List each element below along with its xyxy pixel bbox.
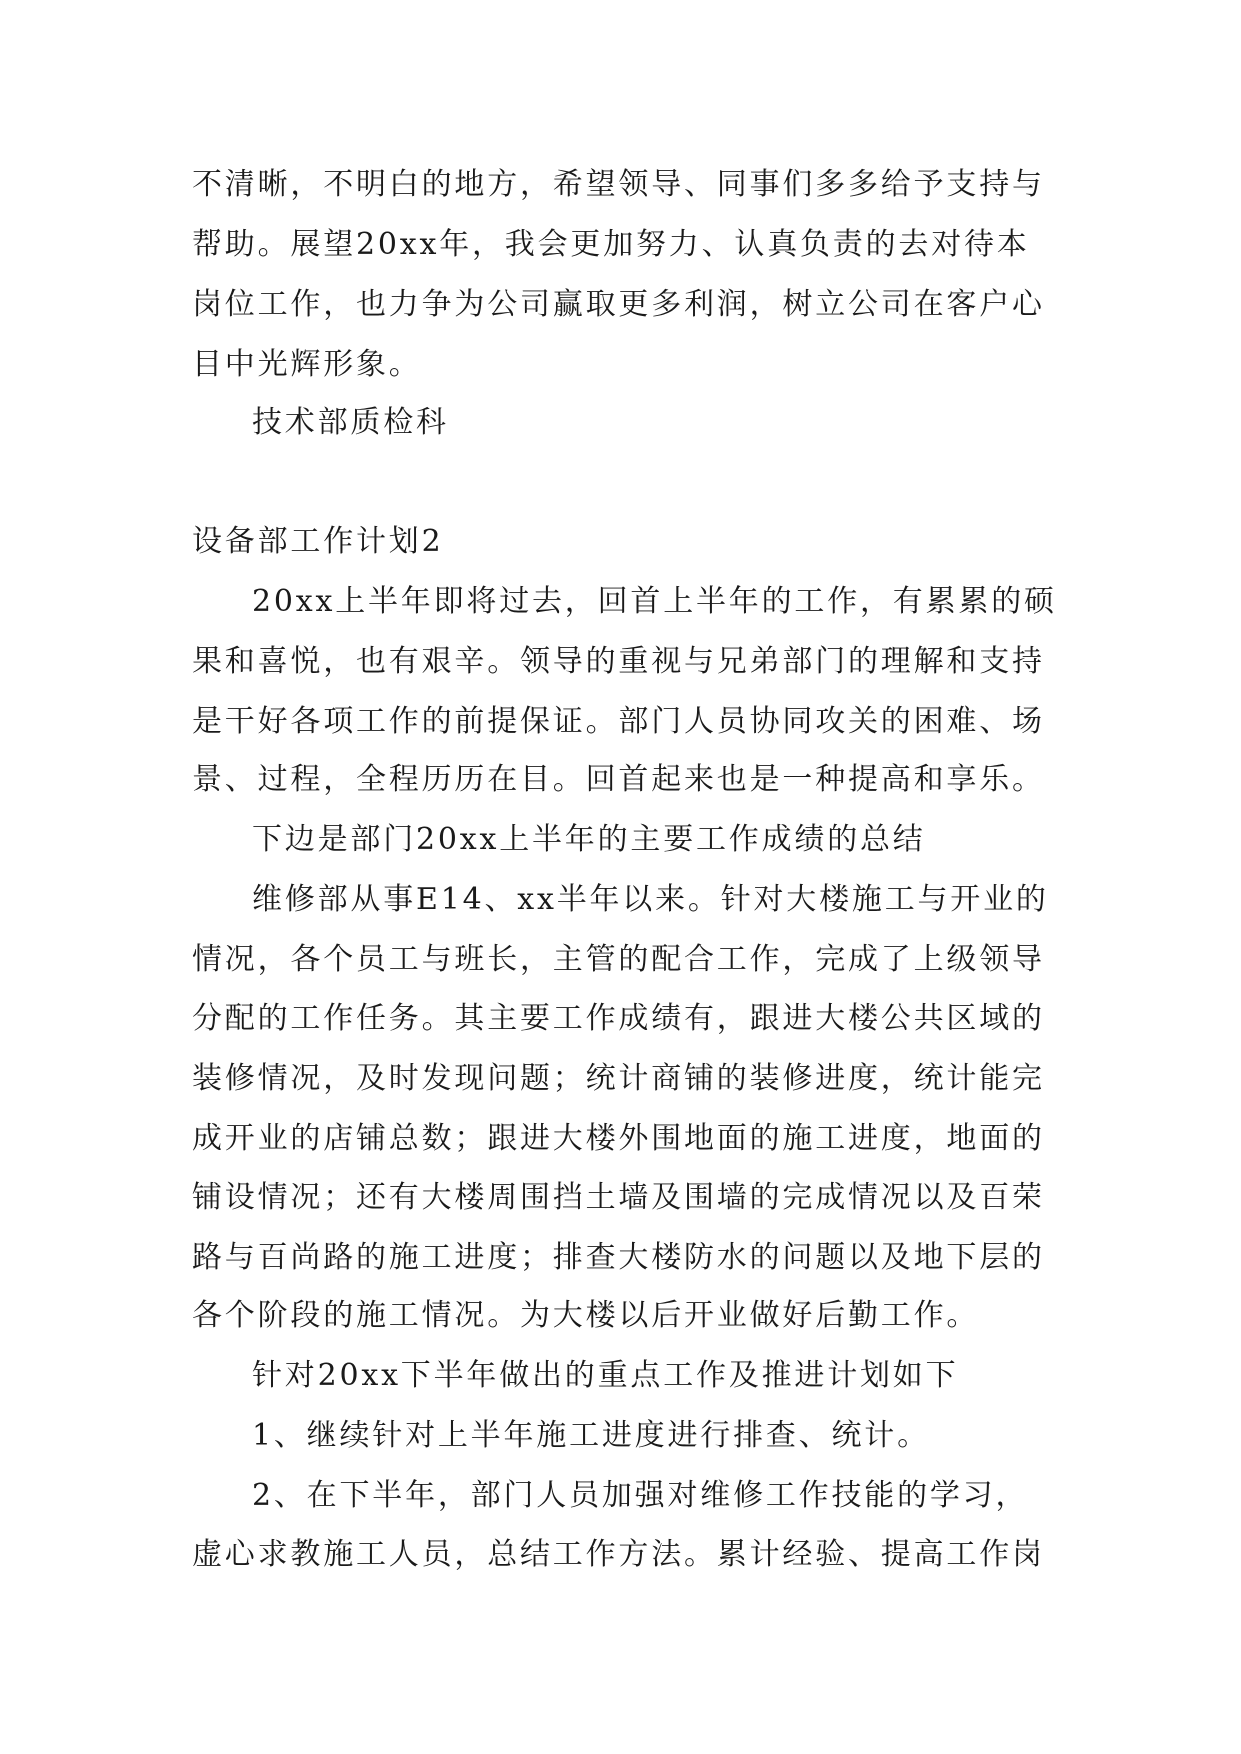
department-signature: 技术部质检科 xyxy=(252,405,449,440)
text-line-16: 成开业的店铺总数；跟进大楼外围地面的施工进度，地面的 xyxy=(192,1121,1045,1156)
section-heading: 设备部工作计划2 xyxy=(192,524,444,559)
text-line-3: 岗位工作，也力争为公司赢取更多利润，树立公司在客户心 xyxy=(192,287,1045,322)
text-line-23: 虚心求教施工人员，总结工作方法。累计经验、提高工作岗 xyxy=(192,1537,1045,1572)
text-line-19: 各个阶段的施工情况。为大楼以后开业做好后勤工作。 xyxy=(192,1298,980,1333)
list-item-2: 2、在下半年，部门人员加强对维修工作技能的学习， xyxy=(252,1478,1029,1513)
text-line-8: 果和喜悦，也有艰辛。领导的重视与兄弟部门的理解和支持 xyxy=(192,644,1045,679)
text-line-4: 目中光辉形象。 xyxy=(192,347,422,382)
text-line-14: 分配的工作任务。其主要工作成绩有，跟进大楼公共区域的 xyxy=(192,1001,1045,1036)
text-line-1: 不清晰，不明白的地方，希望领导、同事们多多给予支持与 xyxy=(192,167,1045,202)
list-item-1: 1、继续针对上半年施工进度进行排查、统计。 xyxy=(252,1418,930,1453)
text-line-9: 是干好各项工作的前提保证。部门人员协同攻关的困难、场 xyxy=(192,704,1045,739)
text-line-18: 路与百尚路的施工进度；排查大楼防水的问题以及地下层的 xyxy=(192,1240,1045,1275)
text-line-13: 情况，各个员工与班长，主管的配合工作，完成了上级领导 xyxy=(192,942,1045,977)
text-line-17: 铺设情况；还有大楼周围挡土墙及围墙的完成情况以及百荣 xyxy=(192,1180,1045,1215)
text-line-15: 装修情况，及时发现问题；统计商铺的装修进度，统计能完 xyxy=(192,1061,1045,1096)
text-line-12: 维修部从事E14、xx半年以来。针对大楼施工与开业的 xyxy=(252,882,1049,917)
text-line-20: 针对20xx下半年做出的重点工作及推进计划如下 xyxy=(252,1358,959,1393)
text-line-7: 20xx上半年即将过去，回首上半年的工作，有累累的硕 xyxy=(252,584,1057,619)
text-line-11: 下边是部门20xx上半年的主要工作成绩的总结 xyxy=(252,822,926,857)
text-line-10: 景、过程，全程历历在目。回首起来也是一种提高和享乐。 xyxy=(192,762,1045,797)
text-line-2: 帮助。展望20xx年，我会更加努力、认真负责的去对待本 xyxy=(192,227,1030,262)
